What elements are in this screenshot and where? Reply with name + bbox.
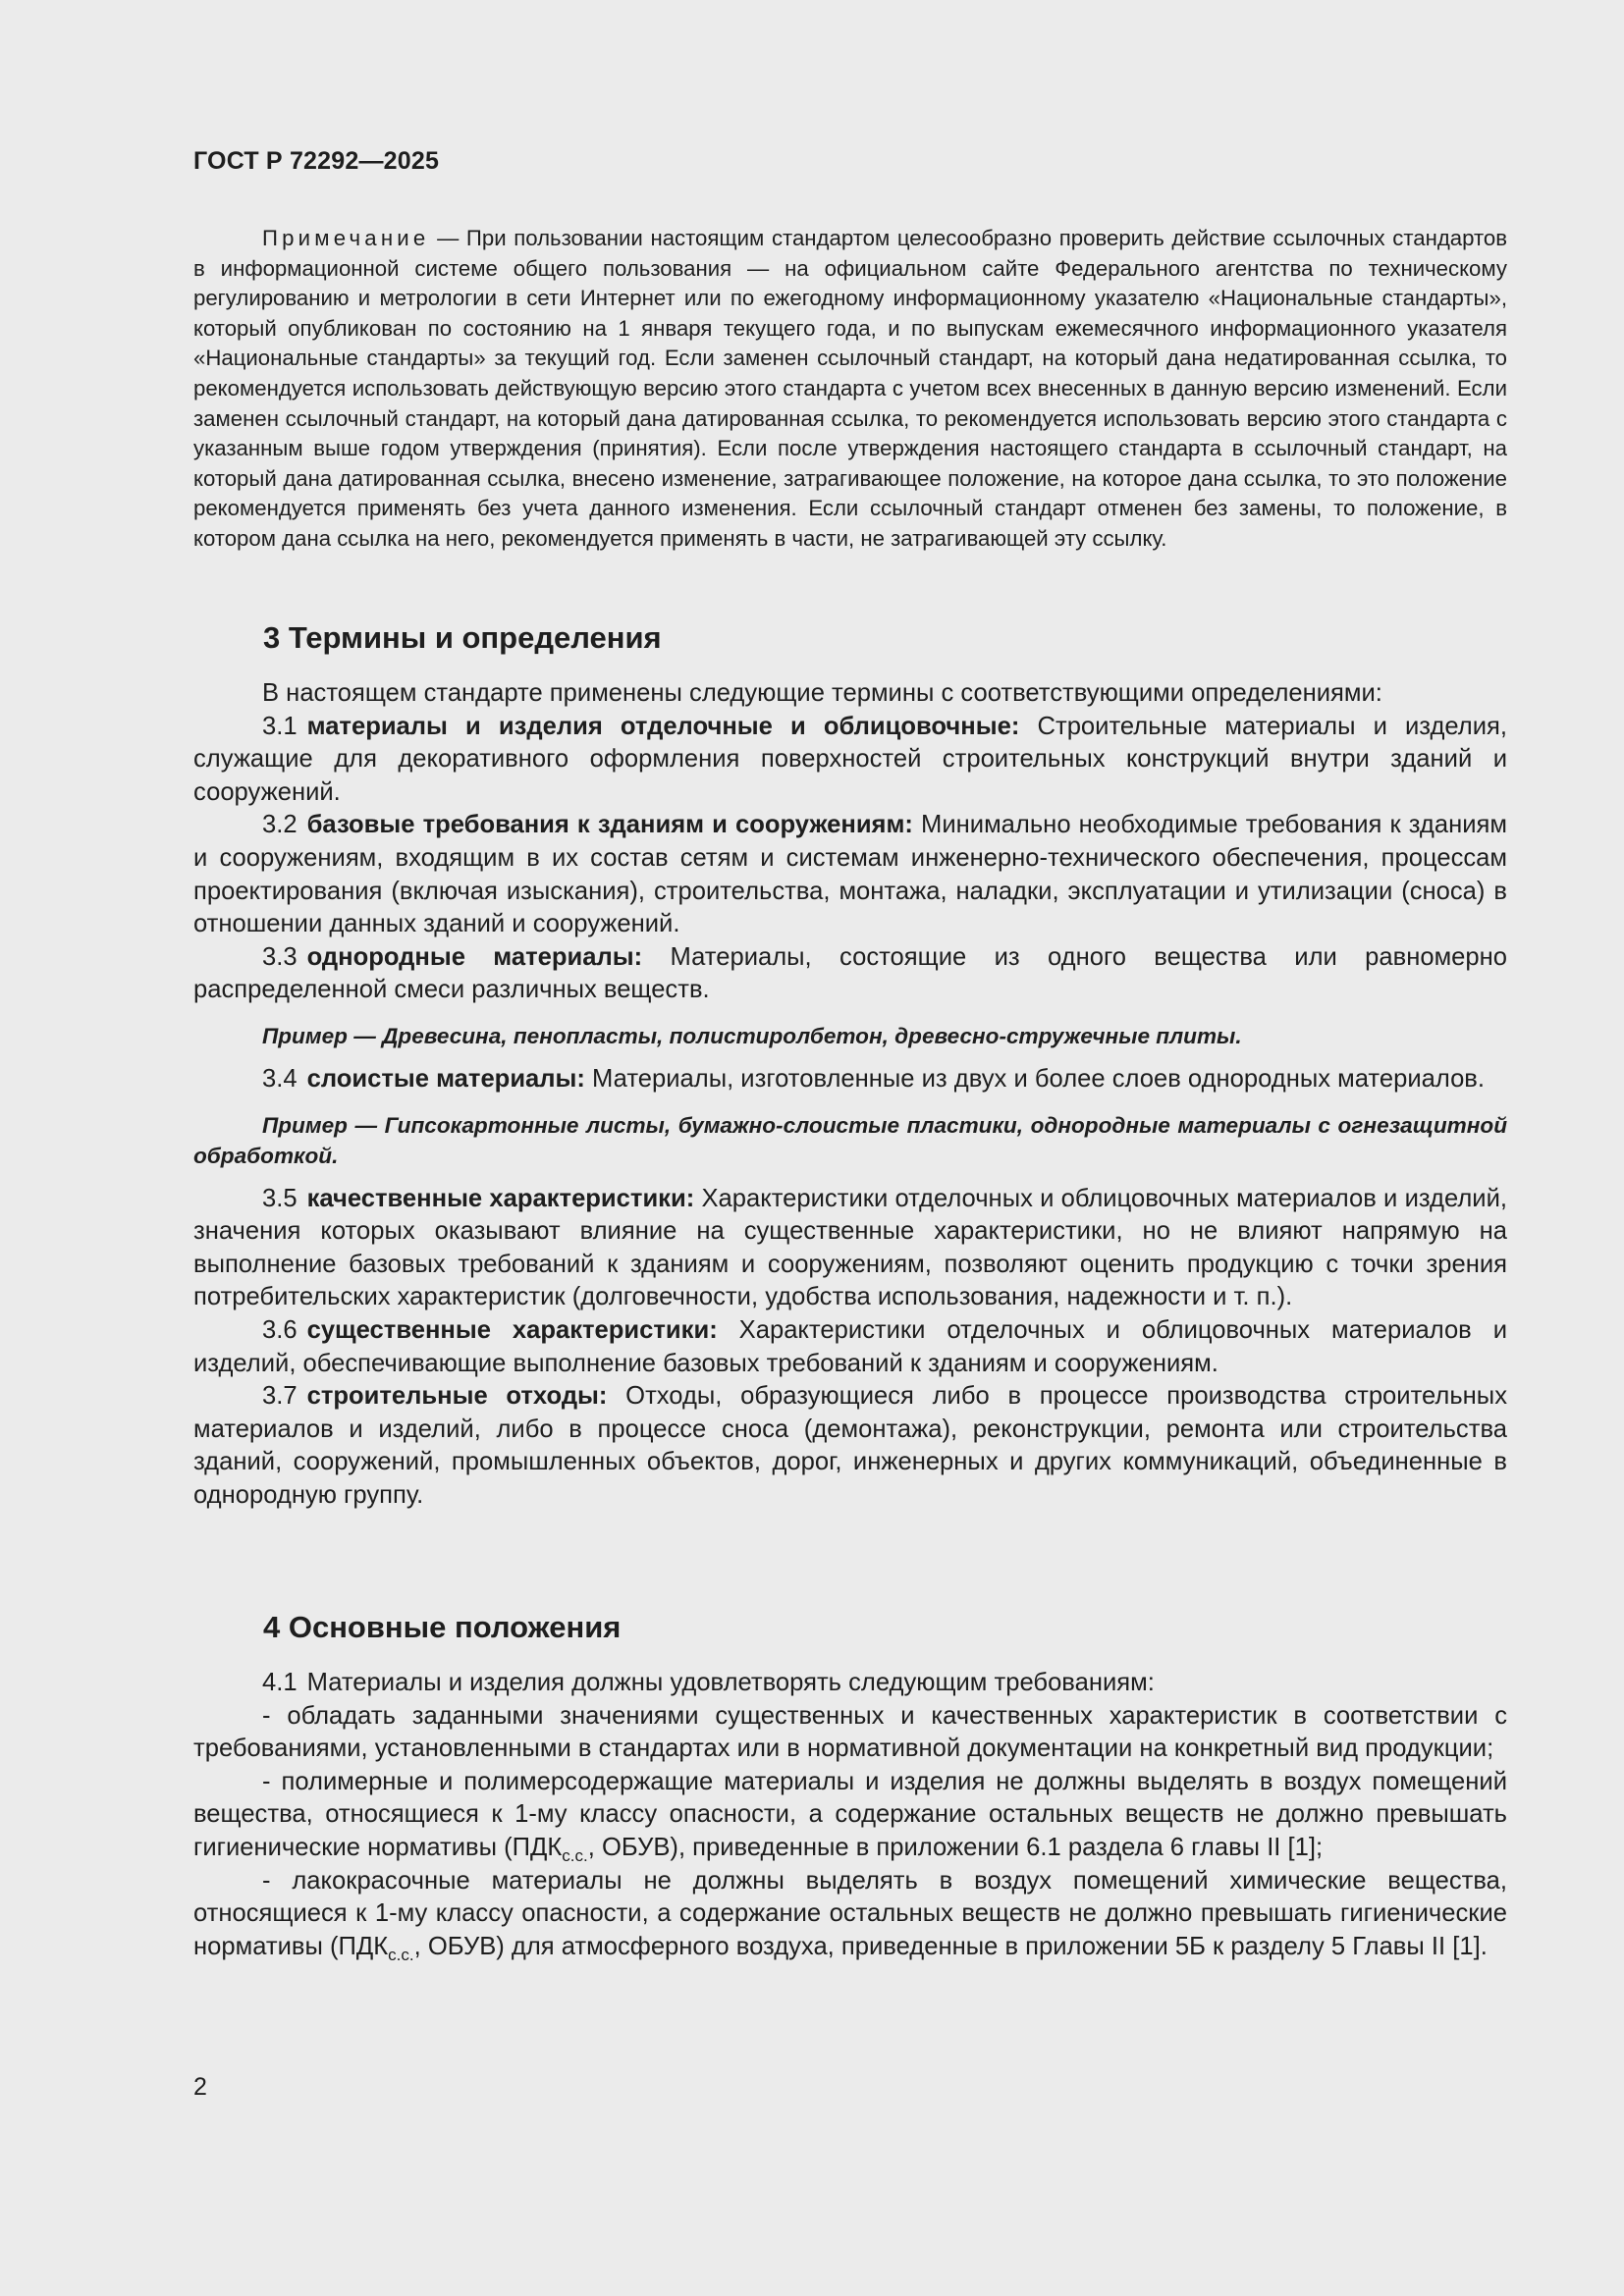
term-name: базовые требования к зданиям и сооружениям: (306, 811, 913, 839)
requirement-item: - лакокрасочные материалы не должны выделять в воздух помещений химические вещества, относящиеся к 1-му классу опасности, а содержание остальных веществ не должно превышать гигиенические нормативы ($ПДК_{с.с.}$, ОБУВ) для атмосферного воздуха, приведенные в приложении 5Б к разделу 5 Главы II [1]. (193, 1866, 1507, 1964)
term-item: 3.5 качественные характеристики: Характеристики отделочных и облицовочных материалов и изделий, значения которых оказывают влияние на существенные характеристики, но не влияют напрямую на выполнение базовых требований к зданиям и сооружениям, позволяют оценить продукцию с точки зрения потребительских характеристик (долговечности, удобства использования, надежности и т. п.). (193, 1184, 1508, 1311)
term-definition: Материалы, изготовленные из двух и более слоев однородных материалов. (584, 1064, 1486, 1093)
term-definition: Отходы, образующиеся либо в процессе производства строительных материалов и изделий, либо в процессе сноса (демонтажа), реконструкции, ремонта или строительства зданий, сооружений, промышленных объектов, дорог, инженерных и других коммуникаций, объединенные в однородную группу. (193, 1382, 1508, 1509)
term-name: однородные материалы: (306, 942, 643, 971)
term-name: материалы и изделия отделочные и облицовочные: (306, 712, 1020, 740)
section-3-body (193, 677, 1507, 1512)
term-definition: Материалы, состоящие из одного вещества или равномерно распределенной смеси различных веществ. (193, 942, 1508, 1004)
term-definition: Минимально необходимые требования к зданиям и сооружениям, входящим в их состав сетям и системам инженерно-технического обеспечения, процессам проектирования (включая изыскания), строительства, монтажа, наладки, эксплуатации и утилизации (сноса) в отношении данных зданий и сооружений. (193, 811, 1507, 938)
term-definition: Характеристики отделочных и облицовочных материалов и изделий, значения которых оказывают влияние на существенные характеристики, но не влияют напрямую на выполнение базовых требований к зданиям и сооружениям, позволяют оценить продукцию с точки зрения потребительских характеристик (долговечности, удобства использования, надежности и т. п.). (193, 1184, 1508, 1311)
term-definition: Характеристики отделочных и облицовочных материалов и изделий, обеспечивающие выполнение базовых требований к зданиям и сооружениям. (193, 1315, 1507, 1377)
note-text: — При пользовании настоящим стандартом целесообразно проверить действие ссылочных стандартов в информационной системе общего пользования — на официальном сайте Федерального агентства по техническому регулированию и метрологии в сети Интернет или по ежегодному информационному указателю «Национальные стандарты», который опубликован по состоянию на 1 января текущего года, и по выпускам ежемесячного информационного указателя «Национальные стандарты» за текущий год. Если заменен ссылочный стандарт, на который дана недатированная ссылка, то рекомендуется использовать действующую версию этого стандарта с учетом всех внесенных в данную версию изменений. Если заменен ссылочный стандарт, на который дана датированная ссылка, то рекомендуется использовать версию этого стандарта с указанным выше годом утверждения (принятия). Если после утверждения настоящего стандарта в ссылочный стандарт, на который дана датированная ссылка, внесено изменение, затрагивающее положение, на которое дана ссылка, то это положение рекомендуется применять без учета данного изменения. Если ссылочный стандарт отменен без замены, то положение, в котором дана ссылка на него, рекомендуется применять в части, не затрагивающей эту ссылку. (193, 226, 1507, 551)
term-item: 3.6 существенные характеристики: Характеристики отделочных и облицовочных материалов и изделий, обеспечивающие выполнение базовых требований к зданиям и сооружениям. (193, 1315, 1507, 1377)
term-definition: Строительные материалы и изделия, служащие для декоративного оформления поверхностей строительных конструкций внутри зданий и сооружений. (193, 712, 1507, 806)
term-name: строительные отходы: (306, 1382, 608, 1411)
note-label: Примечание (262, 226, 430, 250)
term-item: 3.3 однородные материалы: Материалы, состоящие из одного вещества или равномерно распределенной смеси различных веществ. (193, 942, 1508, 1004)
document-header: ГОСТ Р 72292—2025 (193, 147, 440, 175)
requirement-item: - полимерные и полимерсодержащие материалы и изделия не должны выделять в воздух помещений вещества, относящиеся к 1-му классу опасности, а содержание остальных веществ не должно превышать гигиенические нормативы ($ПДК_{с.с.}$, ОБУВ), приведенные в приложении 6.1 раздела 6 главы II [1]; (193, 1767, 1507, 1865)
section-3-intro: В настоящем стандарте применены следующие термины с соответствующими определениями: (262, 679, 1382, 707)
term-item: 3.1 материалы и изделия отделочные и облицовочные: Строительные материалы и изделия, служащие для декоративного оформления поверхностей строительных конструкций внутри зданий и сооружений. (193, 712, 1507, 806)
reference-note (193, 224, 1507, 555)
term-name: слоистые материалы: (306, 1064, 585, 1093)
term-name: качественные характеристики: (306, 1184, 695, 1212)
section-4-title: 4 Основные положения (263, 1610, 622, 1644)
term-item: 3.7 строительные отходы: Отходы, образующиеся либо в процессе производства строительных материалов и изделий, либо в процессе сноса (демонтажа), реконструкции, ремонта или строительства зданий, сооружений, промышленных объектов, дорог, инженерных и других коммуникаций, объединенные в однородную группу. (193, 1382, 1508, 1509)
section-4-body (193, 1667, 1507, 1963)
clause-4-1: 4.1 Материалы и изделия должны удовлетворять следующим требованиям: (262, 1669, 1155, 1696)
requirement-item: - обладать заданными значениями существенных и качественных характеристик в соответствии с требованиями, установленными в стандартах или в нормативной документации на конкретный вид продукции; (193, 1701, 1507, 1763)
section-3-title: 3 Термины и определения (263, 620, 662, 655)
term-example: Пример — Гипсокартонные листы, бумажно-слоистые пластики, однородные материалы с огнезащитной обработкой. (193, 1112, 1507, 1168)
term-name: существенные характеристики: (306, 1315, 718, 1344)
page-number: 2 (193, 2073, 207, 2101)
term-item: 3.4 слоистые материалы: Материалы, изготовленные из двух и более слоев однородных материалов. (262, 1064, 1486, 1093)
term-item: 3.2 базовые требования к зданиям и сооружениям: Минимально необходимые требования к зданиям и сооружениям, входящим в их состав сетям и системам инженерно-технического обеспечения, процессам проектирования (включая изыскания), строительства, монтажа, наладки, эксплуатации и утилизации (сноса) в отношении данных зданий и сооружений. (193, 811, 1507, 938)
term-example: Пример — Древесина, пенопласты, полистиролбетон, древесно-стружечные плиты. (262, 1023, 1242, 1048)
